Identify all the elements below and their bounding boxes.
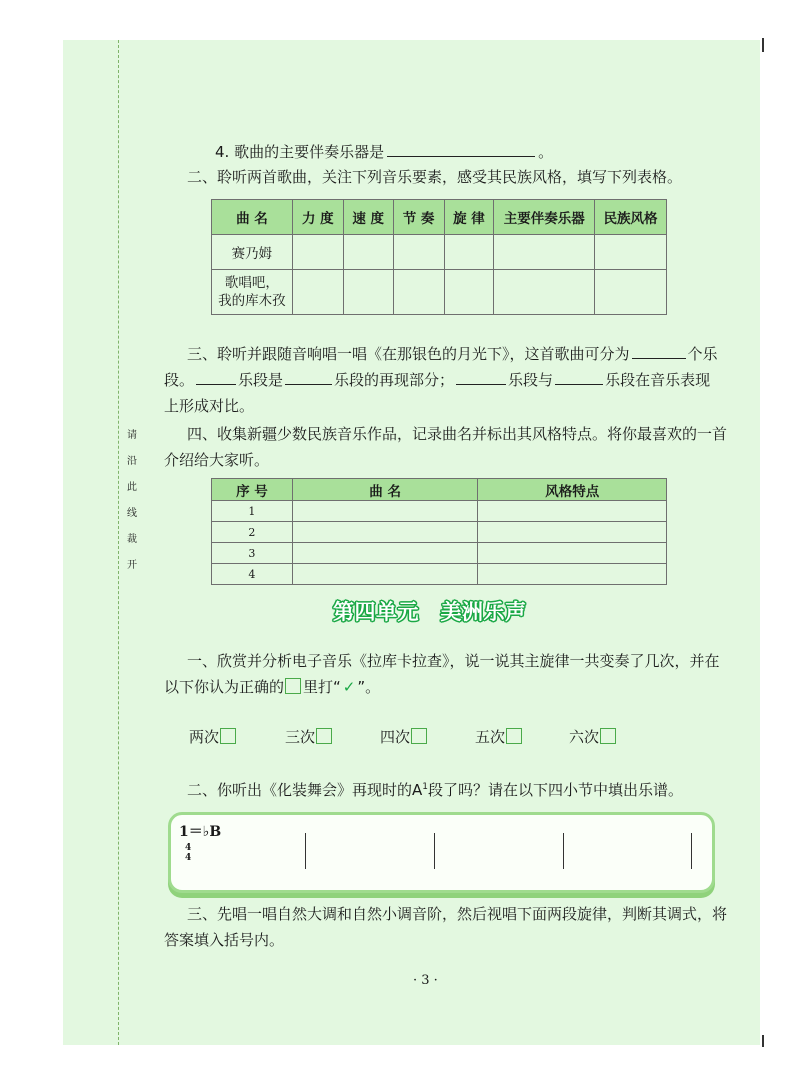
unit-q1-line-2: 以下你认为正确的 里打“ ✓ ”。 [164, 678, 381, 696]
key-signature: 1＝♭B [179, 824, 222, 840]
row-number: 1 [212, 501, 293, 522]
answer-blank[interactable] [387, 142, 535, 157]
unit-q3-line-2: 答案填入括号内。 [164, 931, 285, 949]
answer-cell[interactable] [292, 501, 478, 522]
header-cell: 风格特点 [478, 479, 667, 501]
time-signature: 4 4 [185, 843, 192, 863]
bar-line [305, 833, 306, 869]
answer-blank[interactable] [196, 370, 236, 385]
checkbox-sample [285, 678, 301, 694]
bar-line [434, 833, 435, 869]
crop-mark [762, 38, 764, 52]
cut-char: 此 [127, 482, 137, 493]
answer-blank[interactable] [555, 370, 603, 385]
option-checkbox[interactable] [316, 728, 332, 744]
section-4-line-2: 介绍给大家听。 [164, 451, 270, 469]
answer-cell[interactable] [393, 235, 444, 270]
answer-cell[interactable] [595, 235, 667, 270]
header-cell: 速 度 [343, 200, 393, 235]
answer-cell[interactable] [478, 564, 667, 585]
section-3-line-1: 三、聆听并跟随音响唱一唱《在那银色的月光下》，这首歌曲可分为 个乐 [187, 345, 718, 363]
answer-cell[interactable] [343, 270, 393, 315]
answer-cell[interactable] [292, 522, 478, 543]
answer-cell[interactable] [444, 235, 494, 270]
table-row [212, 543, 667, 564]
answer-blank[interactable] [285, 370, 332, 385]
crop-mark [762, 1035, 764, 1047]
bar-line [563, 833, 564, 869]
option-two: 两次 [189, 726, 236, 747]
cut-char: 沿 [127, 456, 137, 467]
table-row [212, 522, 667, 543]
song-name-cell: 赛乃姆 [212, 235, 293, 270]
table-header-row [212, 200, 667, 235]
option-checkbox[interactable] [411, 728, 427, 744]
answer-cell[interactable] [595, 270, 667, 315]
header-cell: 民族风格 [595, 200, 667, 235]
option-five: 五次 [475, 726, 522, 747]
section-3-line-2: 段。 乐段是 乐段的再现部分； 乐段与 乐段在音乐表现 [164, 371, 711, 389]
unit-title: 第四单元 美洲乐声 [333, 600, 527, 624]
table-row [212, 270, 667, 315]
cut-instruction [125, 430, 139, 586]
row-number: 4 [212, 564, 293, 585]
header-cell: 力 度 [292, 200, 343, 235]
song-name-cell: 歌唱吧， 我的库木孜 [212, 270, 293, 315]
answer-cell[interactable] [478, 543, 667, 564]
header-cell: 节 奏 [393, 200, 444, 235]
header-cell: 序 号 [212, 479, 293, 501]
row-number: 2 [212, 522, 293, 543]
answer-cell[interactable] [292, 543, 478, 564]
unit-q2-prompt: 二、你听出《化装舞会》再现时的$A^1$段了吗？请在以下四小节中填出乐谱。 [187, 781, 684, 799]
notation-box[interactable] [168, 812, 715, 893]
song-elements-table [211, 199, 667, 315]
answer-cell[interactable] [494, 235, 595, 270]
answer-cell[interactable] [343, 235, 393, 270]
answer-cell[interactable] [292, 564, 478, 585]
header-cell: 曲 名 [212, 200, 293, 235]
cut-line [118, 40, 119, 1045]
unit-q1-line-1: 一、欣赏并分析电子音乐《拉库卡拉查》，说一说其主旋律一共变奏了几次，并在 [187, 652, 720, 670]
section-3-line-3: 上形成对比。 [164, 397, 255, 415]
option-checkbox[interactable] [506, 728, 522, 744]
table-row [212, 564, 667, 585]
music-works-table [211, 478, 667, 585]
answer-blank[interactable] [456, 370, 506, 385]
option-six: 六次 [569, 726, 616, 747]
page-number: · 3 · [413, 973, 438, 988]
section-4-line-1: 四、收集新疆少数民族音乐作品，记录曲名并标出其风格特点。将你最喜欢的一首 [187, 425, 728, 443]
cut-char: 开 [127, 560, 137, 571]
answer-cell[interactable] [393, 270, 444, 315]
answer-cell[interactable] [478, 501, 667, 522]
table-row [212, 235, 667, 270]
header-cell: 曲 名 [292, 479, 478, 501]
option-checkbox[interactable] [600, 728, 616, 744]
option-checkbox[interactable] [220, 728, 236, 744]
answer-cell[interactable] [292, 235, 343, 270]
check-mark-icon: ✓ [342, 678, 356, 696]
answer-blank[interactable] [632, 344, 686, 359]
cut-char: 线 [127, 508, 137, 519]
bar-line [691, 833, 692, 869]
table-row [212, 501, 667, 522]
answer-cell[interactable] [292, 270, 343, 315]
cut-char: 请 [127, 430, 137, 441]
section-2-prompt: 二、聆听两首歌曲，关注下列音乐要素，感受其民族风格，填写下列表格。 [187, 168, 683, 186]
row-number: 3 [212, 543, 293, 564]
question-4: 4. 歌曲的主要伴奏乐器是 。 [215, 143, 554, 161]
answer-cell[interactable] [444, 270, 494, 315]
option-three: 三次 [285, 726, 332, 747]
answer-cell[interactable] [494, 270, 595, 315]
header-cell: 旋 律 [444, 200, 494, 235]
answer-cell[interactable] [478, 522, 667, 543]
unit-q3-line-1: 三、先唱一唱自然大调和自然小调音阶，然后视唱下面两段旋律，判断其调式，将 [187, 905, 728, 923]
table-header-row [212, 479, 667, 501]
header-cell: 主要伴奏乐器 [494, 200, 595, 235]
option-four: 四次 [380, 726, 427, 747]
cut-char: 裁 [127, 534, 137, 545]
